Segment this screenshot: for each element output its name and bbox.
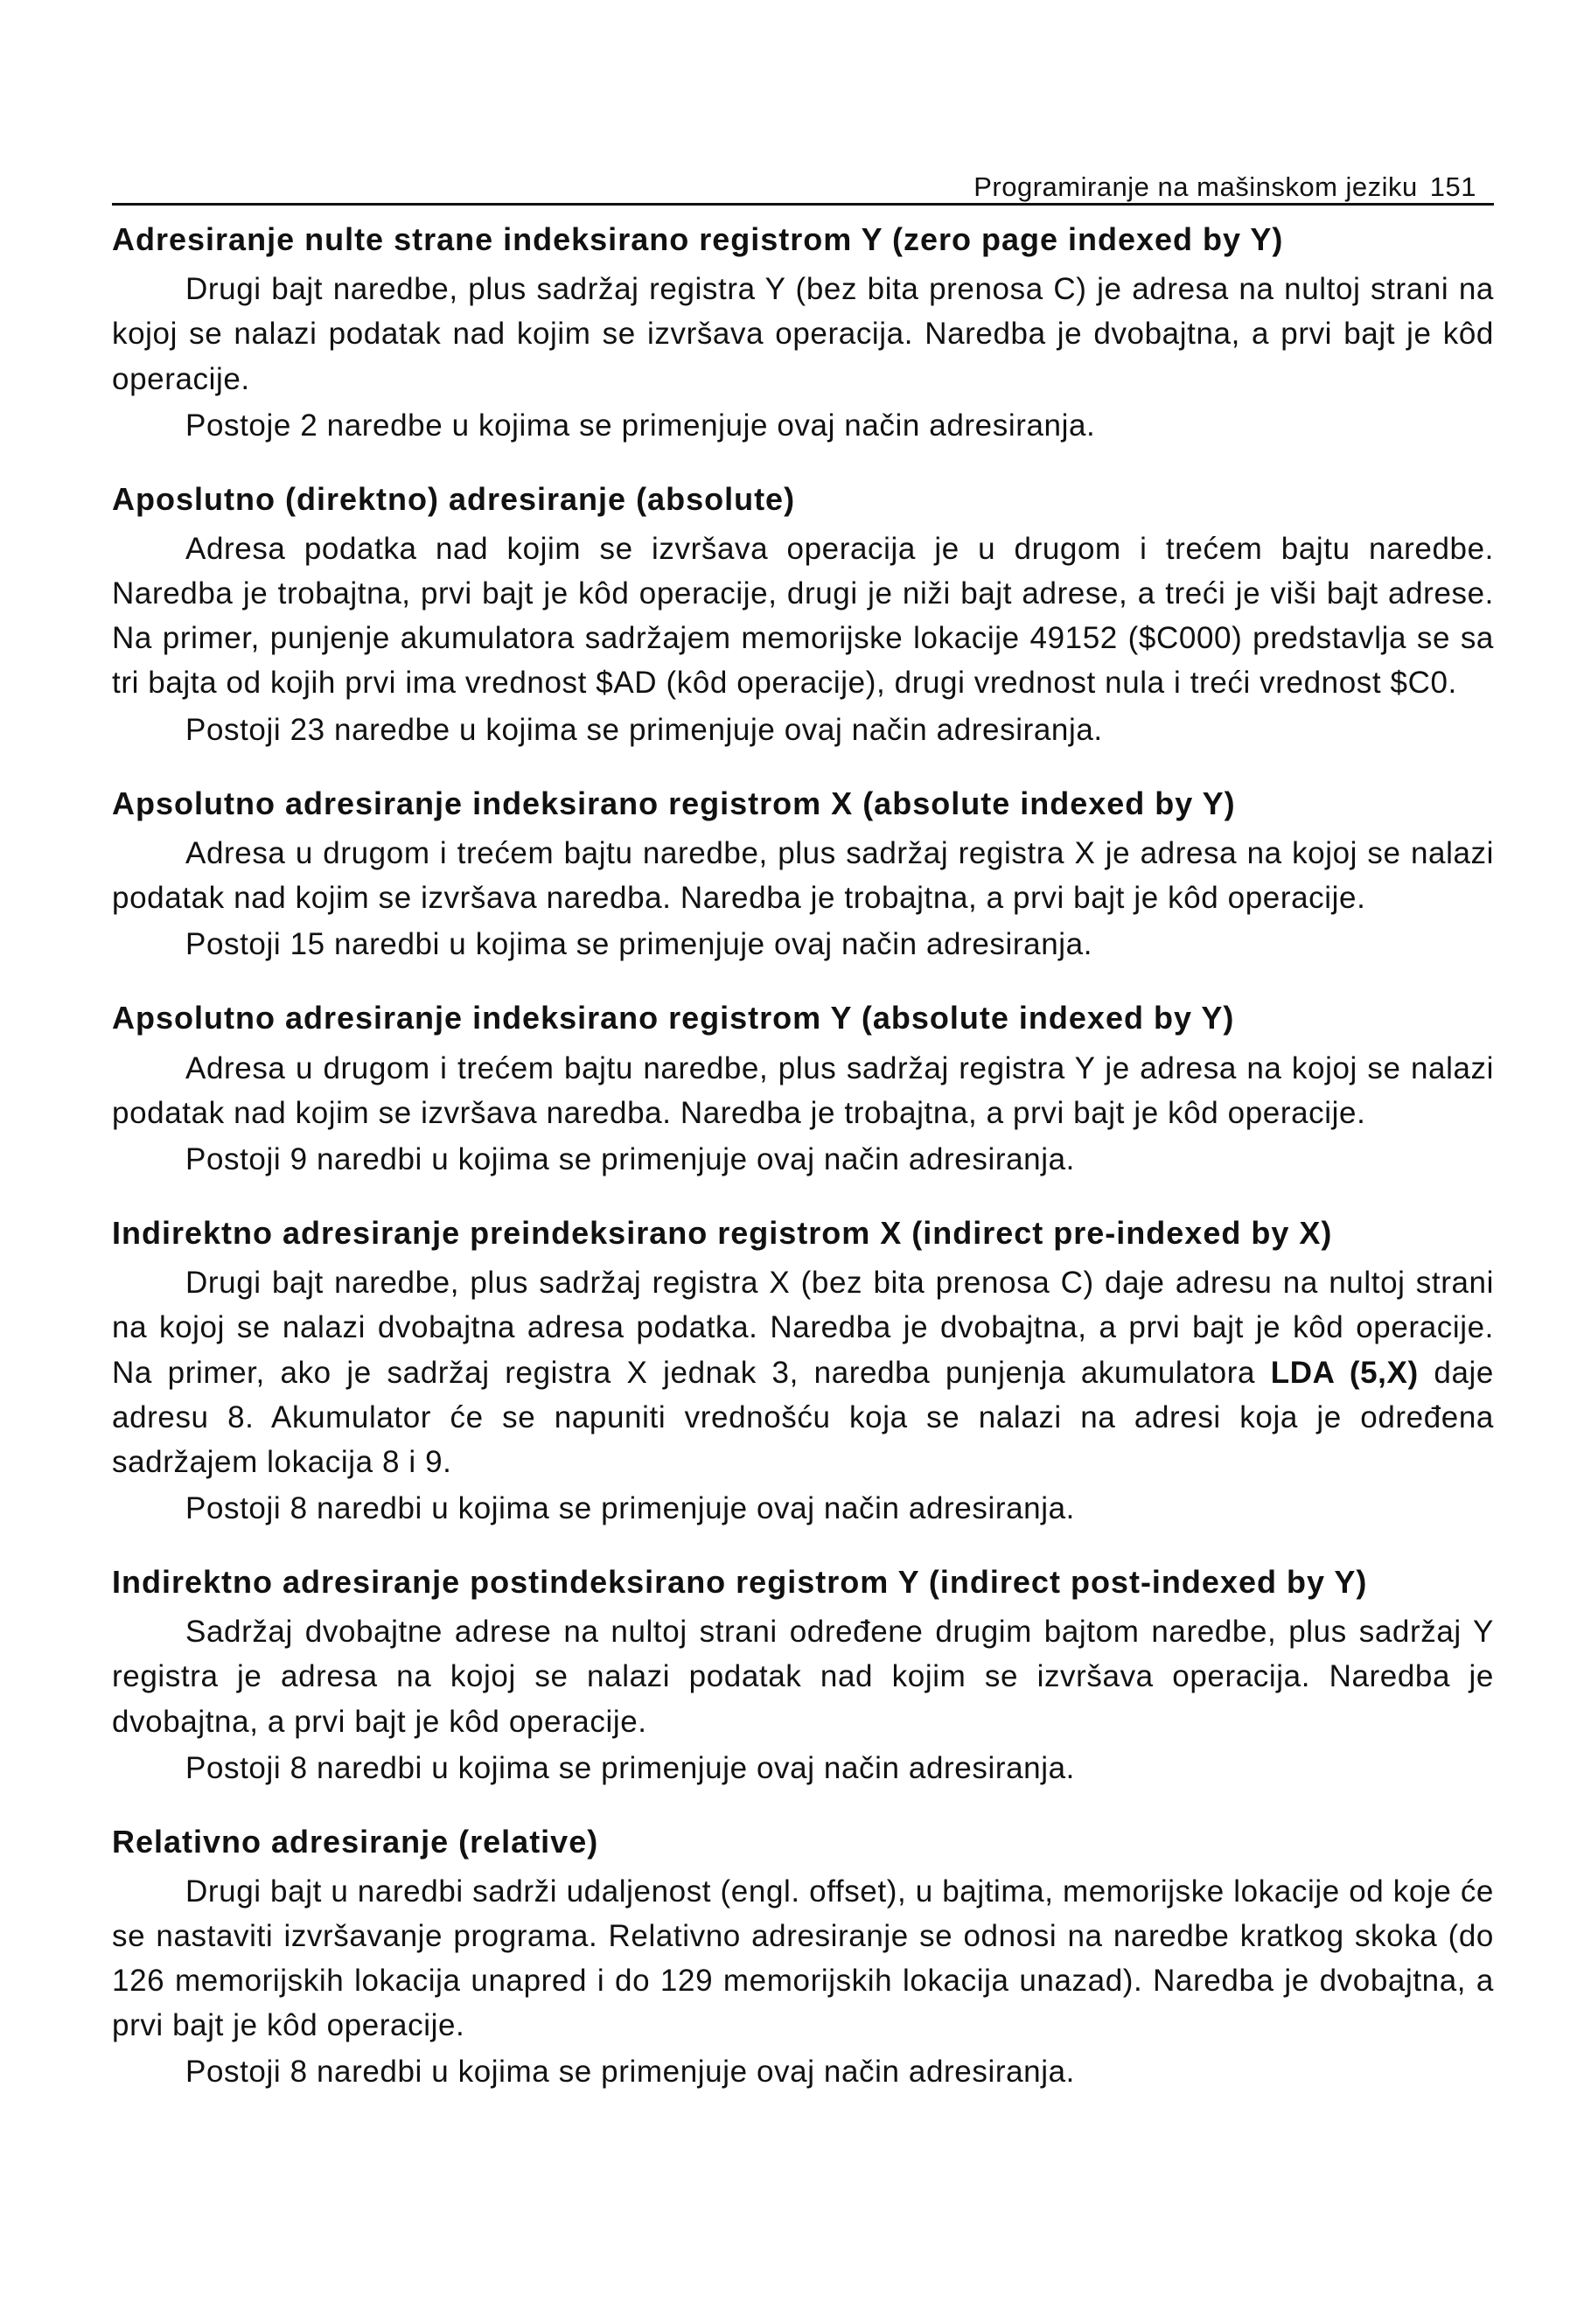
- section-relative: [112, 1820, 1494, 2095]
- running-header: [112, 149, 1494, 206]
- section-body: Drugi bajt u naredbi sadrži udaljenost (engl. offset), u bajtima, memorijske lokacije od koje će se nastaviti izvršavanje programa. Relativno adresiranje se odnosi na naredbe kratkog skoka (do 126 memorijskih lokacija unapred i do 129 memorijskih lokacija unazad). Naredba je dvobajtna, a prvi bajt je kôd operacije.: [112, 1874, 1494, 2043]
- section-zero-page-indexed-y: [112, 218, 1494, 448]
- section-absolute-indexed-x: [112, 782, 1494, 967]
- section-body: Sadržaj dvobajtne adrese na nultoj strani određene drugim bajtom naredbe, plus sadržaj Y registra je adresa na kojoj se nalazi podatak nad kojim se izvršava operacija. Naredba je dvobajtna, a prvi bajt je kôd operacije.: [112, 1615, 1494, 1739]
- section-indirect-post-indexed-y: [112, 1560, 1494, 1790]
- instruction-count: Postoji 8 naredbi u kojima se primenjuje ovaj način adresiranja.: [185, 1750, 1075, 1785]
- running-header-title: Programiranje na mašinskom jeziku: [973, 171, 1418, 202]
- section-body: [112, 1260, 1494, 1483]
- section-absolute: [112, 478, 1494, 752]
- section-body: Adresa u drugom i trećem bajtu naredbe, plus sadržaj registra X je adresa na kojoj se nalazi podatak nad kojim se izvršava naredba. Naredba je trobajtna, a prvi bajt je kôd operacije.: [112, 836, 1494, 916]
- section-title: Apsolutno adresiranje indeksirano registrom Y (absolute indexed by Y): [112, 1000, 1235, 1036]
- section-title: Indirektno adresiranje postindeksirano registrom Y (indirect post-indexed by Y): [112, 1563, 1368, 1600]
- section-title: Relativno adresiranje (relative): [112, 1823, 599, 1860]
- section-title: Adresiranje nulte strane indeksirano registrom Y (zero page indexed by Y): [112, 221, 1284, 257]
- instruction-count: Postoji 8 naredbi u kojima se primenjuje ovaj način adresiranja.: [185, 2055, 1075, 2090]
- code-example: LDA (5,X): [1270, 1355, 1419, 1390]
- section-body: Drugi bajt naredbe, plus sadržaj registra Y (bez bita prenosa C) je adresa na nultoj strani na kojoj se nalazi podatak nad kojim se izvršava operacija. Naredba je dvobajtna, a prvi bajt je kôd operacije.: [112, 272, 1494, 396]
- instruction-count: Postoji 23 naredbe u kojima se primenjuje ovaj način adresiranja.: [185, 712, 1103, 747]
- instruction-count: Postoji 15 naredbi u kojima se primenjuje ovaj način adresiranja.: [185, 927, 1093, 962]
- page-content: [112, 218, 1494, 2095]
- section-title: Indirektno adresiranje preindeksirano registrom X (indirect pre-indexed by X): [112, 1214, 1333, 1251]
- section-indirect-pre-indexed-x: [112, 1211, 1494, 1531]
- book-page: [112, 149, 1494, 2125]
- section-body: Adresa podatka nad kojim se izvršava operacija je u drugom i trećem bajtu naredbe. Naredba je trobajtna, prvi bajt je kôd operacije, drugi je niži bajt adrese, a treći je viši bajt adrese. Na primer, punjenje akumulatora sadržajem memorijske lokacije 49152 ($C000) predstavlja se sa tri bajta od kojih prvi ima vrednost $AD (kôd operacije), drugi vrednost nula i treći vrednost $C0.: [112, 532, 1494, 701]
- section-title: Apsolutno adresiranje indeksirano registrom X (absolute indexed by Y): [112, 785, 1236, 821]
- body-text-before-code: Drugi bajt naredbe, plus sadržaj registra X (bez bita prenosa C) daje adresu na nultoj strani na kojoj se nalazi dvobajtna adresa podatka. Naredba je dvobajtna, a prvi bajt je kôd operacije. Na primer, ako je sadržaj registra X jednak 3, naredba punjenja akumulatora: [112, 1266, 1494, 1390]
- section-title: Aposlutno (direktno) adresiranje (absolute): [112, 480, 796, 517]
- instruction-count: Postoje 2 naredbe u kojima se primenjuje ovaj način adresiranja.: [185, 408, 1096, 443]
- body-text-after-code: daje adresu 8. Akumulator će se napuniti vrednošću koja se nalazi na adresi koja je određena sadržajem lokacija 8 i 9.: [112, 1355, 1494, 1479]
- instruction-count: Postoji 8 naredbi u kojima se primenjuje ovaj način adresiranja.: [185, 1490, 1075, 1525]
- section-absolute-indexed-y: [112, 996, 1494, 1182]
- instruction-count: Postoji 9 naredbi u kojima se primenjuje ovaj način adresiranja.: [185, 1141, 1075, 1176]
- section-body: Adresa u drugom i trećem bajtu naredbe, plus sadržaj registra Y je adresa na kojoj se nalazi podatak nad kojim se izvršava naredba. Naredba je trobajtna, a prvi bajt je kôd operacije.: [112, 1050, 1494, 1130]
- page-number: 151: [1429, 171, 1476, 202]
